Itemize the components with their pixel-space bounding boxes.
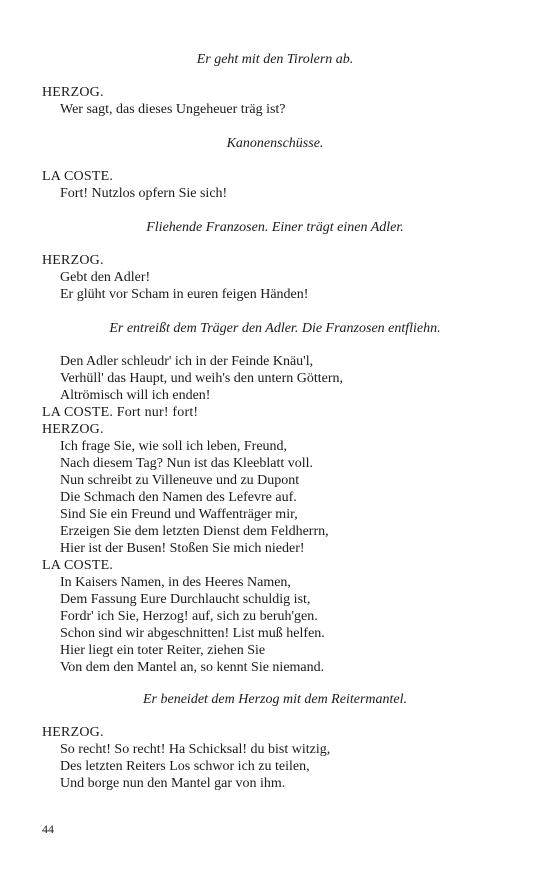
stage-direction: Er geht mit den Tirolern ab.	[196, 52, 354, 67]
verse-line: Die Schmach den Namen des Lefevre auf.	[60, 490, 297, 505]
verse-line: Er glüht vor Scham in euren feigen Händen!	[60, 287, 309, 302]
speaker-name: HERZOG.	[42, 422, 104, 437]
verse-line: Gebt den Adler!	[60, 270, 151, 285]
verse-line: Und borge nun den Mantel gar von ihm.	[60, 776, 286, 791]
verse-line: Den Adler schleudr' ich in der Feinde Knäu'l,	[60, 354, 314, 369]
speaker-name: HERZOG.	[42, 85, 104, 100]
verse-line: Dem Fassung Eure Durchlaucht schuldig ist,	[60, 592, 311, 607]
verse-line: Von dem den Mantel an, so kennt Sie niemand.	[60, 660, 325, 675]
verse-line: Altrömisch will ich enden!	[60, 388, 211, 403]
stage-direction: Kanonenschüsse.	[226, 136, 324, 151]
verse-line: Verhüll' das Haupt, und weih's den untern Göttern,	[60, 371, 344, 386]
speaker-name: LA COSTE.	[42, 558, 114, 573]
verse-line: Sind Sie ein Freund und Waffenträger mir,	[60, 507, 298, 522]
speaker-name: HERZOG.	[42, 253, 104, 268]
verse-line: Nach diesem Tag? Nun ist das Kleeblatt voll.	[60, 456, 314, 471]
verse-line: Hier liegt ein toter Reiter, ziehen Sie	[60, 643, 266, 658]
verse-line: Fort! Nutzlos opfern Sie sich!	[60, 186, 228, 201]
verse-line: So recht! So recht! Ha Schicksal! du bist witzig,	[60, 742, 331, 757]
verse-line: Wer sagt, das dieses Ungeheuer träg ist?	[60, 102, 286, 117]
speaker-line: LA COSTE. Fort nur! fort!	[42, 405, 199, 420]
speaker-name: LA COSTE.	[42, 169, 114, 184]
stage-direction: Er beneidet dem Herzog mit dem Reitermantel.	[143, 692, 407, 707]
verse-line: Des letzten Reiters Los schwor ich zu teilen,	[60, 759, 310, 774]
stage-direction: Fliehende Franzosen. Einer trägt einen Adler.	[146, 220, 404, 235]
verse-line: Ich frage Sie, wie soll ich leben, Freund,	[60, 439, 288, 454]
stage-direction: Er entreißt dem Träger den Adler. Die Franzosen entfliehn.	[109, 321, 441, 336]
verse-line: Nun schreibt zu Villeneuve und zu Dupont	[60, 473, 300, 488]
verse-line: Schon sind wir abgeschnitten! List muß helfen.	[60, 626, 325, 641]
verse-line: Hier ist der Busen! Stoßen Sie mich nieder!	[60, 541, 305, 556]
verse-line: Erzeigen Sie dem letzten Dienst dem Feldherrn,	[60, 524, 329, 539]
speaker-name: HERZOG.	[42, 725, 104, 740]
verse-line: In Kaisers Namen, in des Heeres Namen,	[60, 575, 291, 590]
page-number: 44	[42, 822, 54, 836]
verse-line: Fordr' ich Sie, Herzog! auf, sich zu beruh'gen.	[60, 609, 318, 624]
